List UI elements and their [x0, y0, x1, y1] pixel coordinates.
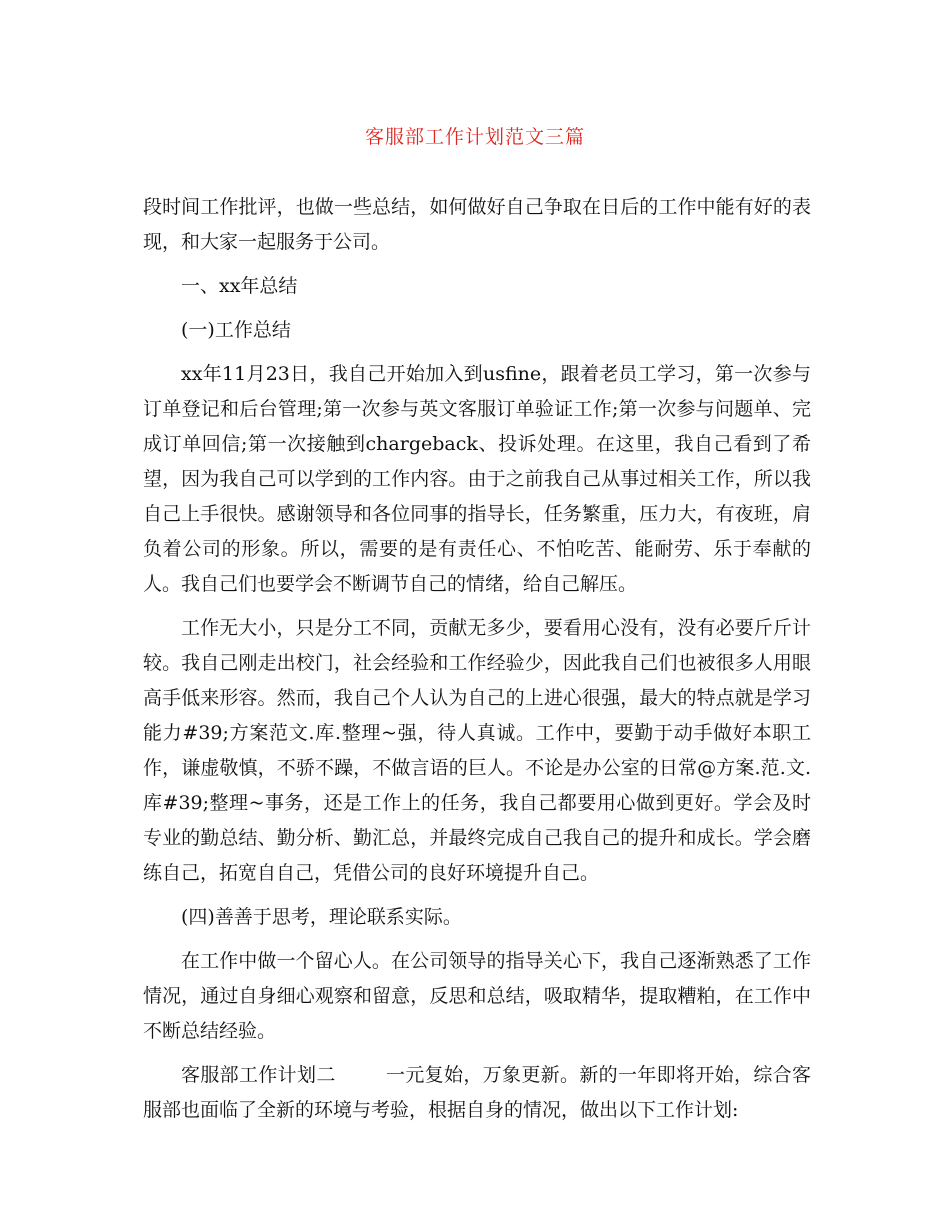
paragraph-continuation: 段时间工作批评，也做一些总结，如何做好自己争取在日后的工作中能有好的表现，和大家一起服务于公司。	[143, 196, 811, 253]
document-title: 客服部工作计划范文三篇	[364, 126, 585, 148]
plan-two-lead: 客服部工作计划二	[181, 1064, 336, 1086]
document-body	[143, 190, 811, 1137]
paragraph-work-attitude: 工作无大小，只是分工不同，贡献无多少，要看用心没有，没有必要斤斤计较。我自己刚走出校门，社会经验和工作经验少，因此我自己们也被很多人用眼高手低来形容。然而，我自己个人认为自己的上进心很强，最大的特点就是学习能力#39;方案范文.库.整理~强，待人真诚。工作中，要勤于动手做好本职工作，谦虚敬慎，不骄不躁，不做言语的巨人。不论是办公室的日常@方案.范.文.库#39;整理~事务，还是工作上的任务，我自己都要用心做到更好。学会及时专业的勤总结、勤分析、勤汇总，并最终完成自己我自己的提升和成长。学会磨练自己，拓宽自自己，凭借公司的良好环境提升自己。	[143, 617, 811, 884]
paragraph-plan-two	[143, 1058, 811, 1128]
plan-two-text: 一元复始，万象更新。新的一年即将开始，综合客服部也面临了全新的环境与考验，根据自身的情况，做出以下工作计划:	[143, 1064, 811, 1121]
subsection-heading-thinking: (四)善善于思考，理论联系实际。	[181, 906, 462, 928]
section-heading-summary: 一、xx年总结	[181, 275, 298, 297]
paragraph-observation: 在工作中做一个留心人。在公司领导的指导关心下，我自己逐渐熟悉了工作情况，通过自身细心观察和留意，反思和总结，吸取精华，提取糟粕，在工作中不断总结经验。	[143, 950, 811, 1042]
subsection-heading-work-summary: (一)工作总结	[181, 319, 291, 341]
paragraph-joining-usfine: xx年11月23日，我自己开始加入到usfine，跟着老员工学习，第一次参与订单登记和后台管理;第一次参与英文客服订单验证工作;第一次参与问题单、完成订单回信;第一次接触到chargeback、投诉处理。在这里，我自己看到了希望，因为我自己可以学到的工作内容。由于之前我自己从事过相关工作，所以我自己上手很快。感谢领导和各位同事的指导长，任务繁重，压力大，有夜班，肩负着公司的形象。所以，需要的是有责任心、不怕吃苦、能耐劳、乐于奉献的人。我自己们也要学会不断调节自己的情绪，给自己解压。	[143, 363, 811, 595]
